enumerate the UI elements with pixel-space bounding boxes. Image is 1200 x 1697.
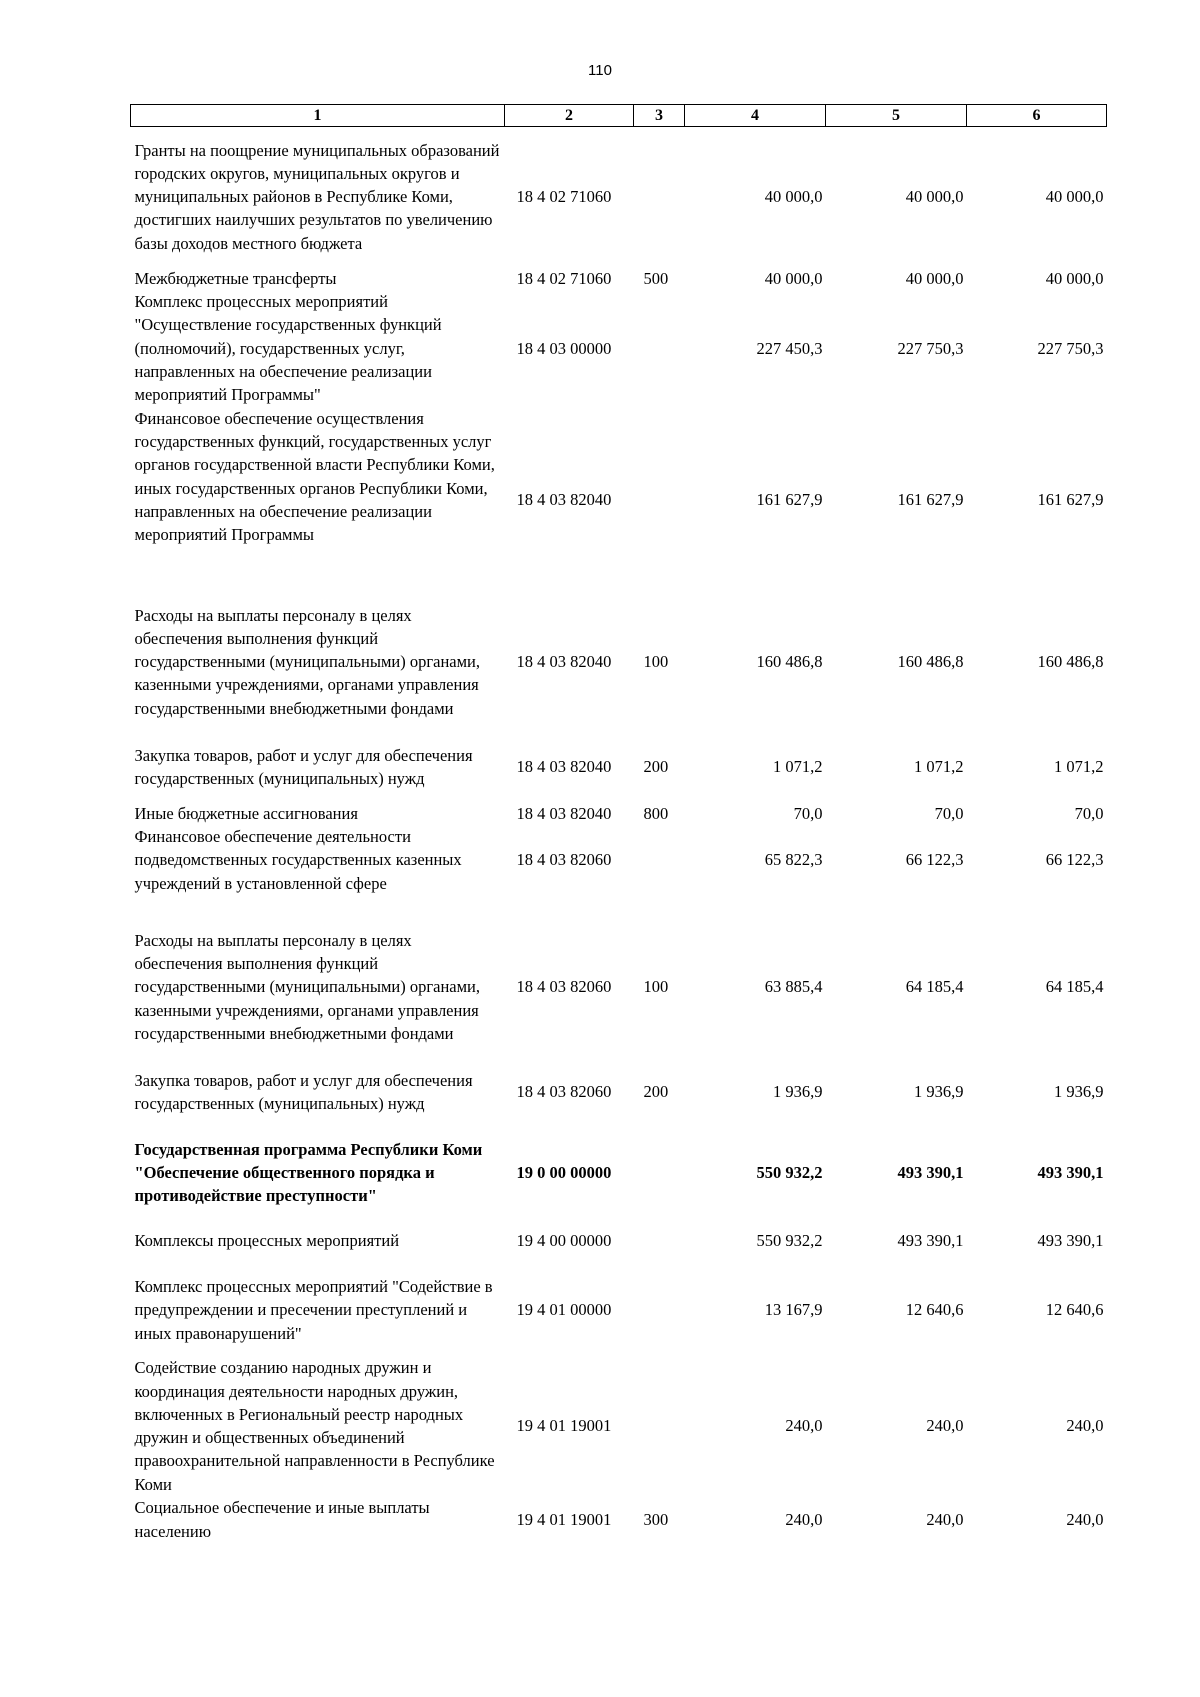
row-csr: 18 4 03 82040 [516,803,612,823]
budget-table [130,104,1107,1543]
row-value-1: 161 627,9 [756,489,823,509]
row-value-2: 1 936,9 [914,1082,964,1102]
row-name: Закупка товаров, работ и услуг для обеспечения государственных (муниципальных) нужд [134,1070,473,1114]
row-csr: 18 4 03 82040 [516,757,612,777]
row-csr: 19 4 01 19001 [516,1416,612,1436]
table-row [131,1218,1107,1264]
table-row [131,1356,1107,1496]
row-value-2: 160 486,8 [897,652,964,672]
row-value-1: 40 000,0 [764,187,823,207]
row-value-1: 70,0 [793,803,823,823]
row-name: Гранты на поощрение муниципальных образований городских округов, муниципальных округов и муниципальных районов в Республике Коми, достигших наилучших результатов по увеличению базы доходов местного бюджета [134,140,500,253]
row-name: Межбюджетные трансферты [134,268,337,288]
table-row [131,1496,1107,1543]
row-vr: 300 [643,1509,669,1529]
row-value-1: 65 822,3 [764,850,823,870]
row-value-1: 240,0 [785,1509,823,1529]
row-name: Финансовое обеспечение осуществления государственных функций, государственных услуг органов государственной власти Республики Коми, иных государственных органов Республики Коми, направленных на обеспечение реализации мероприятий Программы [134,408,495,545]
header-row [131,105,1107,127]
row-csr: 18 4 03 82060 [516,1082,612,1102]
row-value-2: 66 122,3 [905,850,964,870]
row-value-1: 227 450,3 [756,338,823,358]
row-value-3: 227 750,3 [1037,338,1104,358]
row-value-2: 161 627,9 [897,489,964,509]
row-csr: 19 0 00 00000 [516,1162,612,1182]
table-header [131,105,1107,127]
row-name: Закупка товаров, работ и услуг для обеспечения государственных (муниципальных) нужд [134,745,473,788]
header-col-1: 1 [131,105,505,127]
row-vr [634,1127,685,1218]
row-value-2: 70,0 [934,803,964,823]
row-csr: 18 4 03 00000 [516,338,612,358]
row-csr: 18 4 02 71060 [516,268,612,288]
table-row [131,1127,1107,1218]
row-value-2: 40 000,0 [905,187,964,207]
table-row [131,917,1107,1057]
row-value-1: 160 486,8 [756,652,823,672]
row-csr: 19 4 01 19001 [516,1509,612,1529]
row-value-1: 240,0 [785,1416,823,1436]
row-value-2: 1 071,2 [914,757,964,777]
row-csr: 18 4 03 82040 [516,652,612,672]
row-value-1: 13 167,9 [764,1300,823,1320]
table-body [131,127,1107,1544]
row-csr: 19 4 00 00000 [516,1231,612,1251]
row-value-1: 550 932,2 [756,1231,823,1251]
row-vr [634,407,685,592]
header-col-2: 2 [505,105,634,127]
table-row [131,407,1107,592]
row-name: Финансовое обеспечение деятельности подведомственных государственных казенных учреждений в установленной сфере [134,827,462,893]
row-value-3: 493 390,1 [1037,1162,1104,1182]
row-name: Социальное обеспечение и иные выплаты населению [134,1498,430,1541]
row-vr: 200 [643,757,669,777]
row-value-3: 40 000,0 [1045,268,1104,288]
row-csr: 18 4 03 82040 [516,489,612,509]
table-row [131,290,1107,407]
row-name: Комплексы процессных мероприятий [134,1231,400,1251]
table-row [131,267,1107,290]
row-name: Комплекс процессных мероприятий "Осуществление государственных функций (полномочий), государственных услуг, направленных на обеспечение реализации мероприятий Программы" [134,292,442,405]
row-value-3: 40 000,0 [1045,187,1104,207]
table-row [131,592,1107,732]
header-col-6: 6 [967,105,1107,127]
row-vr: 200 [643,1082,669,1102]
row-value-2: 227 750,3 [897,338,964,358]
row-vr: 800 [643,803,669,823]
row-value-3: 70,0 [1074,803,1104,823]
row-value-1: 40 000,0 [764,268,823,288]
row-value-2: 240,0 [926,1509,964,1529]
row-value-3: 1 071,2 [1054,757,1104,777]
row-value-2: 493 390,1 [897,1162,964,1182]
row-value-3: 1 936,9 [1054,1082,1104,1102]
row-name: Государственная программа Республики Коми "Обеспечение общественного порядка и противодействие преступности" [134,1139,483,1206]
row-vr [634,1218,685,1264]
page-number: 110 [588,62,612,79]
header-col-5: 5 [826,105,967,127]
row-name: Комплекс процессных мероприятий "Содействие в предупреждении и пресечении преступлений и иных правонарушений" [134,1277,493,1343]
row-vr: 100 [643,652,669,672]
table-row [131,732,1107,802]
row-name: Расходы на выплаты персоналу в целях обеспечения выполнения функций государственными (муниципальными) органами, казенными учреждениями, органами управления государственными внебюджетными фондами [134,605,481,718]
header-col-3: 3 [634,105,685,127]
row-vr [634,290,685,407]
row-csr: 18 4 02 71060 [516,187,612,207]
row-csr: 19 4 01 00000 [516,1300,612,1320]
row-value-3: 161 627,9 [1037,489,1104,509]
row-vr [634,825,685,917]
row-value-3: 12 640,6 [1045,1300,1104,1320]
table-row [131,825,1107,917]
row-value-2: 64 185,4 [905,977,964,997]
row-value-3: 240,0 [1066,1509,1104,1529]
row-value-2: 240,0 [926,1416,964,1436]
row-csr: 18 4 03 82060 [516,977,612,997]
row-value-3: 64 185,4 [1045,977,1104,997]
row-value-1: 1 071,2 [773,757,823,777]
table-row [131,127,1107,267]
row-vr [634,127,685,267]
row-value-3: 160 486,8 [1037,652,1104,672]
row-value-2: 12 640,6 [905,1300,964,1320]
row-vr [634,1264,685,1356]
row-vr: 100 [643,977,669,997]
row-value-1: 550 932,2 [756,1162,823,1182]
row-value-3: 66 122,3 [1045,850,1104,870]
row-value-2: 493 390,1 [897,1231,964,1251]
row-vr: 500 [643,268,669,288]
row-value-1: 1 936,9 [773,1082,823,1102]
row-value-1: 63 885,4 [764,977,823,997]
row-name: Содействие созданию народных дружин и координация деятельности народных дружин, включенных в Региональный реестр народных дружин и общественных объединений правоохранительной направленности в Республике Коми [134,1358,495,1494]
table-row [131,802,1107,825]
row-csr: 18 4 03 82060 [516,850,612,870]
row-value-3: 493 390,1 [1037,1231,1104,1251]
row-name: Расходы на выплаты персоналу в целях обеспечения выполнения функций государственными (муниципальными) органами, казенными учреждениями, органами управления государственными внебюджетными фондами [134,930,481,1044]
row-name: Иные бюджетные ассигнования [134,803,358,823]
table-row [131,1264,1107,1356]
row-value-2: 40 000,0 [905,268,964,288]
header-col-4: 4 [685,105,826,127]
table-row [131,1057,1107,1127]
row-vr [634,1356,685,1496]
row-value-3: 240,0 [1066,1416,1104,1436]
